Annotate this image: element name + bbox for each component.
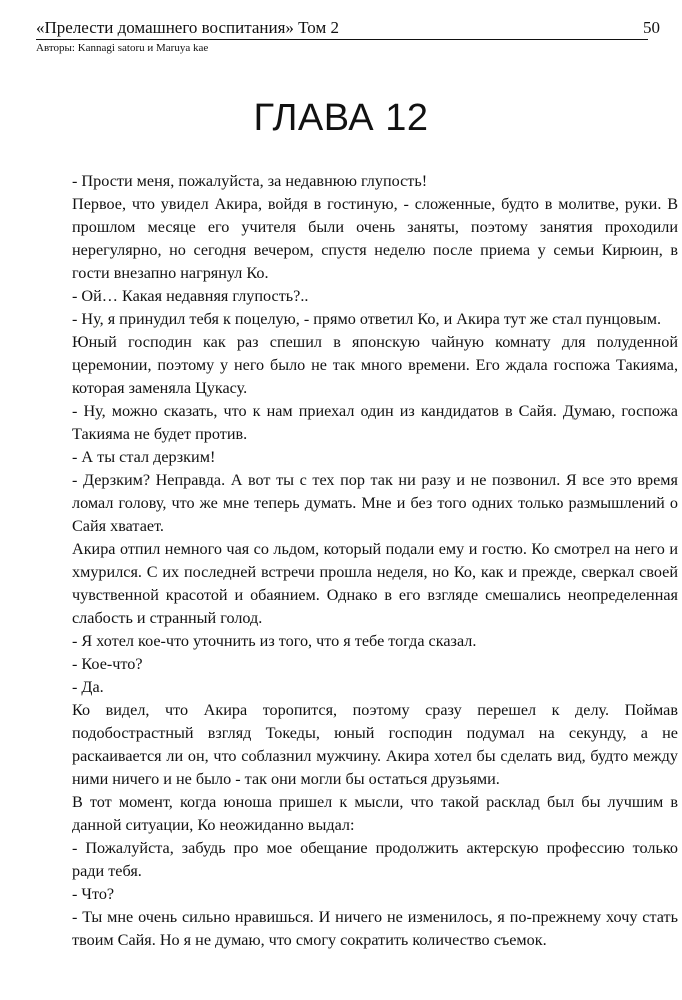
paragraph: - Пожалуйста, забудь про мое обещание продолжить актерскую профессию только ради тебя.: [72, 839, 678, 880]
paragraph: - Ну, я принудил тебя к поцелую, - прямо ответил Ко, и Акира тут же стал пунцовым.: [72, 310, 661, 328]
authors-line: Авторы: Kannagi satoru и Maruya kae: [36, 42, 209, 54]
paragraph: - Я хотел кое-что уточнить из того, что я тебе тогда сказал.: [72, 632, 477, 650]
paragraph: - Да.: [72, 678, 104, 696]
paragraph: - Кое-что?: [72, 655, 143, 673]
book-title: «Прелести домашнего воспитания» Том 2: [36, 18, 648, 40]
paragraph: - Прости меня, пожалуйста, за недавнюю глупость!: [72, 172, 428, 190]
paragraph: - Ты мне очень сильно нравишься. И ничего не изменилось, я по-прежнему хочу стать твоим Сайя. Но я не думаю, что смогу сократить количество съемок.: [72, 908, 678, 949]
paragraph: - Ну, можно сказать, что к нам приехал один из кандидатов в Сайя. Думаю, госпожа Такияма не будет против.: [72, 402, 678, 443]
paragraph: Первое, что увидел Акира, войдя в гостиную, - сложенные, будто в молитве, руки. В прошлом месяце его учителя были очень заняты, поэтому занятия проходили нерегулярно, но сегодня вечером, спустя неделю после приема у семьи Кирюин, в гости внезапно нагрянул Ко.: [72, 195, 678, 282]
paragraph: - А ты стал дерзким!: [72, 448, 216, 466]
paragraph: - Что?: [72, 885, 115, 903]
paragraph: Юный господин как раз спешил в японскую чайную комнату для полуденной церемонии, поэтому у него было не так много времени. Его ждала госпожа Такияма, которая заменяла Цукасу.: [72, 333, 678, 397]
running-header: [36, 18, 648, 55]
paragraph: Ко видел, что Акира торопится, поэтому сразу перешел к делу. Поймав подобострастный взгляд Токеды, юный господин подумал на секунду, а не раскаивается ли он, что соблазнил мужчину. Акира хотел бы сделать вид, будто между ними ничего и не было - так они могли бы остаться друзьями.: [72, 701, 678, 788]
paragraph: Акира отпил немного чая со льдом, который подали ему и гостю. Ко смотрел на него и хмурился. С их последней встречи прошла неделя, но Ко, как и прежде, сверкал своей чувственной красотой и обаянием. Однако в его взгляде смешались неопределенная слабость и странный голод.: [72, 540, 678, 627]
chapter-title: ГЛАВА 12: [253, 97, 429, 139]
page-number: 50: [643, 18, 660, 37]
paragraph: - Дерзким? Неправда. А вот ты с тех пор так ни разу и не позвонил. Я все это время ломал голову, что же мне теперь думать. Мне и без того одних только размышлений о Сайя хватает.: [72, 471, 678, 535]
paragraph: В тот момент, когда юноша пришел к мысли, что такой расклад был бы лучшим в данной ситуации, Ко неожиданно выдал:: [72, 793, 678, 834]
body-text: [72, 170, 678, 952]
paragraph: - Ой… Какая недавняя глупость?..: [72, 287, 309, 305]
